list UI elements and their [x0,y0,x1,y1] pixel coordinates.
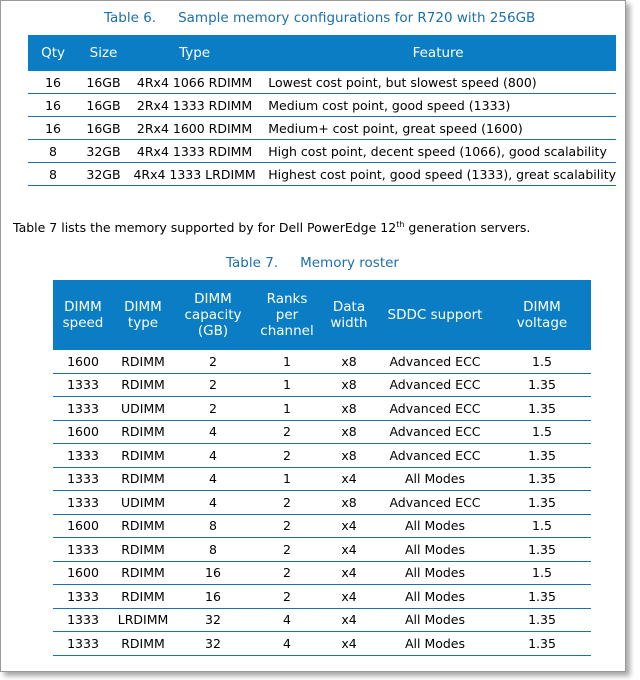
table7-cell-dimm-voltage: 1.35 [493,608,591,632]
table7-cell-ranks-per-channel: 2 [253,538,321,562]
table7-cell-ranks-per-channel: 4 [253,632,321,656]
table6-cell-feature: Medium cost point, good speed (1333) [260,94,616,117]
table7-cell-ranks-per-channel: 4 [253,608,321,632]
table-row [53,467,591,491]
table7-cell-sddc-support: All Modes [377,467,493,491]
table7-cell-data-width: x8 [321,420,377,444]
table7-cell-dimm-capacity: 32 [173,632,253,656]
table7-cell-data-width: x4 [321,514,377,538]
table7-cell-data-width: x4 [321,561,377,585]
table-row [28,71,616,94]
table6-cell-type: 2Rx4 1600 RDIMM [129,117,260,140]
table6-header-type: Type [129,35,260,71]
table6-header-qty: Qty [28,35,78,71]
table7-cell-dimm-speed: 1600 [53,420,113,444]
table7-cell-dimm-type: UDIMM [113,397,173,421]
table7-header-line: DIMM [64,299,102,315]
table7-cell-dimm-type: RDIMM [113,514,173,538]
table7-cell-dimm-voltage: 1.35 [493,538,591,562]
table-row [53,397,591,421]
table6-cell-qty: 8 [28,163,78,186]
table7-cell-dimm-type: RDIMM [113,538,173,562]
table7-cell-sddc-support: Advanced ECC [377,420,493,444]
table7-header-dimm-speed [53,280,113,350]
table7-cell-data-width: x4 [321,608,377,632]
table6-header-row [28,35,616,71]
table7-cell-dimm-type: RDIMM [113,350,173,373]
table-row [53,444,591,468]
table6-cell-type: 2Rx4 1333 RDIMM [129,94,260,117]
table7 [53,280,591,656]
table6-header-feature: Feature [260,35,616,71]
table6-header-size: Size [78,35,129,71]
table7-cell-ranks-per-channel: 2 [253,561,321,585]
table7-label: Table 7. [226,255,279,271]
table6-body [28,71,616,186]
table6-cell-qty: 16 [28,71,78,94]
table7-cell-sddc-support: Advanced ECC [377,491,493,515]
table6-cell-size: 16GB [78,94,129,117]
table7-cell-dimm-capacity: 32 [173,608,253,632]
table7-cell-dimm-capacity: 8 [173,538,253,562]
table7-cell-dimm-voltage: 1.35 [493,467,591,491]
table7-header-data-width [321,280,377,350]
table7-header-line: SDDC support [387,307,483,323]
table7-header-line: voltage [516,315,568,331]
table7-cell-dimm-type: RDIMM [113,632,173,656]
table7-cell-ranks-per-channel: 2 [253,514,321,538]
table7-body [53,350,591,655]
table7-cell-dimm-type: RDIMM [113,373,173,397]
table7-header-line: Data [332,299,366,315]
table7-cell-dimm-speed: 1333 [53,538,113,562]
table6-cell-type: 4Rx4 1333 RDIMM [129,140,260,163]
table7-cell-sddc-support: All Modes [377,608,493,632]
table7-header-ranks-per-channel [253,280,321,350]
table-row [28,94,616,117]
table7-cell-dimm-speed: 1333 [53,585,113,609]
table7-header-line: DIMM [194,291,232,307]
table7-header-line: per [275,307,299,323]
paragraph-text-end: generation servers. [404,220,531,236]
table7-cell-dimm-voltage: 1.5 [493,514,591,538]
table7-header-line: channel [260,323,314,339]
table7-title: Memory roster [300,255,399,271]
table7-cell-sddc-support: Advanced ECC [377,397,493,421]
table6-cell-feature: Medium+ cost point, great speed (1600) [260,117,616,140]
table-row [53,608,591,632]
table7-cell-dimm-voltage: 1.35 [493,397,591,421]
table7-header-row [53,280,591,350]
table7-cell-dimm-capacity: 2 [173,373,253,397]
table7-cell-dimm-voltage: 1.5 [493,420,591,444]
table6-cell-type: 4Rx4 1333 LRDIMM [129,163,260,186]
table7-cell-ranks-per-channel: 1 [253,350,321,373]
table6-cell-size: 32GB [78,140,129,163]
table7-cell-dimm-speed: 1600 [53,514,113,538]
table7-cell-data-width: x4 [321,585,377,609]
table7-cell-dimm-speed: 1600 [53,350,113,373]
paragraph-superscript: th [396,220,405,229]
table-row [28,117,616,140]
table7-header-line: Ranks [266,291,308,307]
table7-header-sddc-support [377,280,493,350]
table6-cell-feature: High cost point, decent speed (1066), good scalability [260,140,616,163]
table7-caption [226,255,399,271]
table7-cell-dimm-type: LRDIMM [113,608,173,632]
table6 [28,35,616,186]
table-row [53,561,591,585]
table7-header-line: type [127,315,159,331]
table7-cell-dimm-type: UDIMM [113,491,173,515]
table-row [53,373,591,397]
table7-cell-sddc-support: All Modes [377,514,493,538]
table-row [53,420,591,444]
table7-cell-dimm-capacity: 4 [173,420,253,444]
table7-cell-sddc-support: All Modes [377,632,493,656]
table7-cell-dimm-voltage: 1.35 [493,491,591,515]
table6-cell-type: 4Rx4 1066 RDIMM [129,71,260,94]
table7-cell-ranks-per-channel: 1 [253,397,321,421]
table6-cell-size: 16GB [78,71,129,94]
table7-header-line: speed [62,315,104,331]
table7-cell-dimm-type: RDIMM [113,467,173,491]
table7-cell-dimm-speed: 1333 [53,373,113,397]
table7-cell-dimm-capacity: 16 [173,585,253,609]
table6-cell-size: 16GB [78,117,129,140]
table6-title: Sample memory configurations for R720 with 256GB [178,10,536,26]
table7-cell-ranks-per-channel: 1 [253,467,321,491]
table6-cell-size: 32GB [78,163,129,186]
table7-cell-data-width: x8 [321,491,377,515]
table7-cell-dimm-voltage: 1.5 [493,561,591,585]
table7-header-line: DIMM [124,299,162,315]
table7-cell-dimm-capacity: 16 [173,561,253,585]
table7-cell-ranks-per-channel: 1 [253,373,321,397]
table7-cell-dimm-capacity: 4 [173,491,253,515]
table7-cell-dimm-type: RDIMM [113,585,173,609]
table6-caption [104,10,535,26]
table7-header-dimm-capacity [173,280,253,350]
table7-cell-ranks-per-channel: 2 [253,420,321,444]
table7-cell-dimm-speed: 1333 [53,397,113,421]
table-row [53,585,591,609]
table6-cell-qty: 16 [28,94,78,117]
table7-cell-dimm-voltage: 1.35 [493,585,591,609]
table7-cell-sddc-support: Advanced ECC [377,373,493,397]
table7-cell-dimm-capacity: 4 [173,444,253,468]
table7-header-line: width [330,315,368,331]
table6-cell-qty: 8 [28,140,78,163]
table7-cell-dimm-capacity: 4 [173,467,253,491]
table7-cell-sddc-support: All Modes [377,538,493,562]
table7-header-dimm-voltage [493,280,591,350]
table7-cell-data-width: x8 [321,373,377,397]
table7-header-line: capacity [184,307,242,323]
table7-cell-dimm-speed: 1333 [53,444,113,468]
table7-cell-data-width: x4 [321,538,377,562]
table7-cell-dimm-speed: 1333 [53,632,113,656]
intro-paragraph [13,220,530,235]
table7-header-line: (GB) [197,323,229,339]
table-row [53,538,591,562]
table7-cell-data-width: x8 [321,397,377,421]
table7-cell-dimm-type: RDIMM [113,420,173,444]
table7-cell-sddc-support: Advanced ECC [377,444,493,468]
table7-cell-sddc-support: All Modes [377,585,493,609]
table7-cell-dimm-type: RDIMM [113,561,173,585]
table7-cell-ranks-per-channel: 2 [253,444,321,468]
table7-cell-data-width: x4 [321,632,377,656]
table7-cell-data-width: x8 [321,444,377,468]
table-row [53,632,591,656]
table-row [53,350,591,373]
table-row [53,514,591,538]
table6-cell-qty: 16 [28,117,78,140]
table7-cell-ranks-per-channel: 2 [253,585,321,609]
table7-cell-data-width: x4 [321,467,377,491]
table6-label: Table 6. [104,10,157,26]
table7-cell-dimm-speed: 1600 [53,561,113,585]
table7-cell-dimm-voltage: 1.35 [493,632,591,656]
table7-cell-dimm-capacity: 8 [173,514,253,538]
table7-cell-dimm-capacity: 2 [173,350,253,373]
table7-cell-data-width: x8 [321,350,377,373]
table-row [28,140,616,163]
table7-cell-dimm-speed: 1333 [53,608,113,632]
table6-cell-feature: Lowest cost point, but slowest speed (800) [260,71,616,94]
table7-cell-dimm-type: RDIMM [113,444,173,468]
table7-cell-dimm-speed: 1333 [53,467,113,491]
table7-cell-sddc-support: All Modes [377,561,493,585]
table7-header-line: DIMM [523,299,561,315]
table7-cell-dimm-voltage: 1.5 [493,350,591,373]
table7-cell-ranks-per-channel: 2 [253,491,321,515]
table7-cell-sddc-support: Advanced ECC [377,350,493,373]
table7-cell-dimm-voltage: 1.35 [493,444,591,468]
table-row [53,491,591,515]
table7-header-dimm-type [113,280,173,350]
table7-cell-dimm-voltage: 1.35 [493,373,591,397]
table-row [28,163,616,186]
table7-cell-dimm-speed: 1333 [53,491,113,515]
table6-cell-feature: Highest cost point, good speed (1333), great scalability [260,163,616,186]
paragraph-text: Table 7 lists the memory supported by for Dell PowerEdge 12 [13,220,397,236]
table7-cell-dimm-capacity: 2 [173,397,253,421]
